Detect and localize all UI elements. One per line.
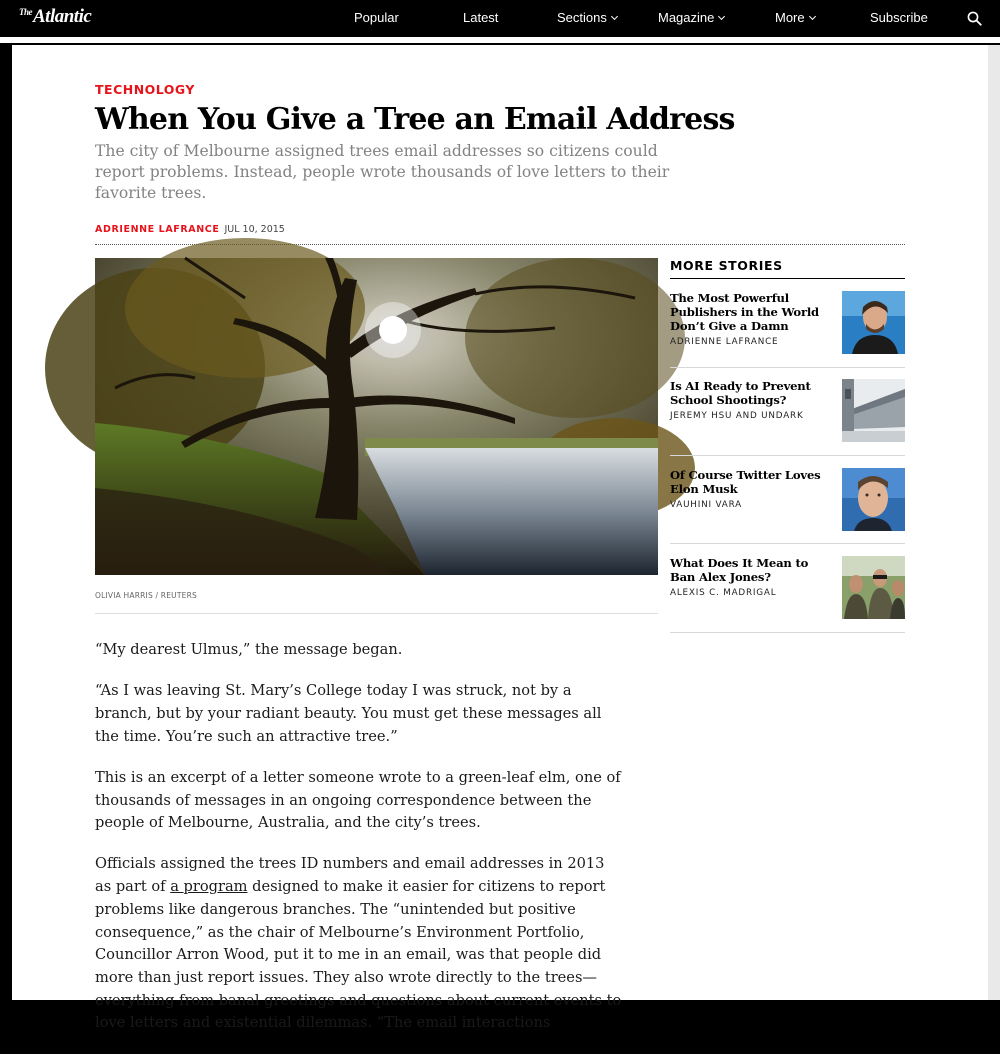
image-credit: OLIVIA HARRIS / REUTERS — [95, 591, 197, 600]
story-author: ADRIENNE LAFRANCE — [670, 337, 779, 347]
byline — [95, 224, 285, 236]
story-divider — [670, 455, 905, 456]
body-paragraph: “As I was leaving St. Mary’s College today I was struck, not by a branch, but by your radiant beauty. You must get these messages all the time. You’re such an attractive tree.” — [95, 682, 602, 745]
search-icon[interactable] — [967, 11, 982, 26]
story-divider — [670, 543, 905, 544]
body-paragraph: Officials assigned the trees ID numbers and email addresses in 2013 as part of a program designed to make it easier for citizens to report problems like dangerous branches. The “unintended but positive consequence,” as the chair of Melbourne’s Environment Portfolio, Councillor Arron Wood, put it to me in an email, was that people did more than just report issues. They also wrote directly to the trees—everything from banal greetings and questions about current events to love letters and existential dilemmas. “The email interactions — [95, 855, 622, 1032]
story-title[interactable]: What Does It Mean to Ban Alex Jones? — [670, 556, 809, 584]
story-title[interactable]: Is AI Ready to Prevent School Shootings? — [670, 379, 811, 407]
article-body — [95, 639, 625, 1054]
story-title[interactable]: Of Course Twitter Loves Elon Musk — [670, 468, 821, 496]
story-author: JEREMY HSU AND UNDARK — [670, 411, 804, 421]
article-dek: The city of Melbourne assigned trees email addresses so citizens could report problems. Instead, people wrote thousands of love letters to their favorite trees. — [95, 142, 670, 202]
story-divider — [670, 367, 905, 368]
article-headline: When You Give a Tree an Email Address — [95, 102, 735, 137]
section-label[interactable]: TECHNOLOGY — [95, 82, 195, 97]
story-thumbnail[interactable] — [842, 379, 905, 442]
body-paragraph: This is an excerpt of a letter someone wrote to a green-leaf elm, one of thousands of messages in an ongoing correspondence between the people of Melbourne, Australia, and the city’s trees. — [95, 768, 621, 832]
nav-more[interactable]: More — [775, 10, 815, 26]
nav-latest[interactable]: Latest — [463, 10, 499, 25]
atlantic-logo[interactable] — [19, 7, 91, 29]
left-gutter — [0, 45, 12, 1000]
nav-popular[interactable]: Popular — [354, 10, 399, 25]
logo-name: Atlantic — [33, 6, 92, 27]
story-thumbnail[interactable] — [842, 556, 905, 619]
author-link[interactable]: ADRIENNE LAFRANCE — [95, 224, 220, 235]
story-title[interactable]: The Most Powerful Publishers in the World Don’t Give a Damn — [670, 291, 819, 333]
nav-magazine[interactable]: Magazine — [658, 10, 724, 26]
chevron-down-icon — [718, 13, 725, 20]
program-link[interactable]: a program — [170, 878, 248, 896]
tree-photo — [95, 258, 658, 575]
story-thumbnail[interactable] — [842, 468, 905, 531]
story-thumbnail[interactable] — [842, 291, 905, 354]
more-stories-rule — [670, 278, 905, 279]
body-paragraph: “My dearest Ulmus,” the message began. — [95, 641, 403, 658]
logo-the: The — [19, 7, 32, 17]
story-author: VAUHINI VARA — [670, 500, 742, 510]
story-divider — [670, 632, 905, 633]
hero-image — [95, 258, 658, 575]
image-divider — [95, 613, 658, 614]
publish-date: JUL 10, 2015 — [224, 224, 285, 235]
nav-sections[interactable]: Sections — [557, 10, 617, 26]
chevron-down-icon — [809, 13, 816, 20]
top-nav — [0, 0, 1000, 37]
nav-subscribe[interactable]: Subscribe — [870, 10, 928, 25]
chevron-down-icon — [611, 13, 618, 20]
scrollbar-track[interactable] — [988, 45, 1000, 1000]
more-stories-heading: MORE STORIES — [670, 258, 783, 273]
story-author: ALEXIS C. MADRIGAL — [670, 588, 777, 598]
